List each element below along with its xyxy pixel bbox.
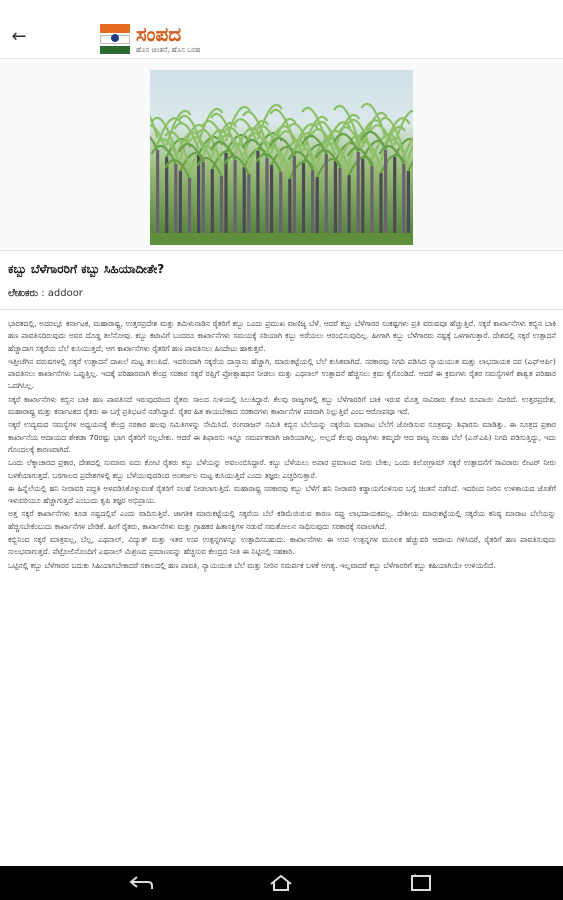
divider xyxy=(0,250,563,251)
system-nav-bar xyxy=(0,866,563,900)
author-label: ಲೇಖಕರು xyxy=(8,288,39,299)
article-paragraph: ಈ ಹಿನ್ನೆಲೆಯಲ್ಲಿ ಹನಿ ನೀರಾವರಿ ಪದ್ಧತಿ ಅಳವಡಿಸಿಕೊಳ್ಳುವಂತೆ ರೈತರಿಗೆ ಸಲಹೆ ನೀಡಲಾಗುತ್ತಿದೆ. ಮಹಾರಾಷ್ಟ್ರ ಸರಕಾರವು ಕಬ್ಬು ಬೆಳೆಗೆ ಹನಿ ನೀರಾವರಿ ಕಡ್ಡಾಯಗೊಳಿಸುವ ಬಗ್ಗೆ ಚಿಂತನೆ ನಡೆಸಿದೆ. ಇದರಿಂದ ನೀರಿನ ಉಳಿತಾಯದ ಜೊತೆಗೆ ಇಳುವರಿಯೂ ಹೆಚ್ಚಾಗುತ್ತದೆ ಎಂಬುದು ಕೃಷಿ ತಜ್ಞರ ಅಭಿಪ್ರಾಯ. xyxy=(8,483,556,506)
divider xyxy=(0,309,563,310)
article-title: ಕಬ್ಬು ಬೆಳೆಗಾರರಿಗೆ ಕಬ್ಬು ಸಿಹಿಯಾದೀತೇ? xyxy=(8,262,165,276)
sugarcane-illustration xyxy=(150,70,413,245)
author-name: : addoor xyxy=(41,288,83,299)
nav-home-icon[interactable] xyxy=(261,871,301,895)
article-paragraph: ಒಂದು ಲೆಕ್ಕಾಚಾರದ ಪ್ರಕಾರ, ದೇಶದಲ್ಲಿ ಸುಮಾರು ಐದು ಕೋಟಿ ರೈತರು ಕಬ್ಬು ಬೆಳೆಯನ್ನು ಅವಲಂಬಿಸಿದ್ದಾರೆ. ಕಬ್ಬು ಬೆಳೆಯಲು ಅಪಾರ ಪ್ರಮಾಣದ ನೀರು ಬೇಕು; ಒಂದು ಕಿಲೋಗ್ರಾಮ್ ಸಕ್ಕರೆ ಉತ್ಪಾದನೆಗೆ ಸಾವಿರಾರು ಲೀಟರ್ ನೀರು ಬಳಕೆಯಾಗುತ್ತದೆ. ಬರಗಾಲದ ಪ್ರದೇಶಗಳಲ್ಲಿ ಕಬ್ಬು ಬೆಳೆಯುವುದರಿಂದ ಅಂತರ್ಜಲ ಮಟ್ಟ ಕುಸಿಯುತ್ತಿದೆ ಎಂದು ತಜ್ಞರು ಎಚ್ಚರಿಸುತ್ತಾರೆ. xyxy=(8,458,556,480)
article-paragraph: ಒಟ್ಟಿನಲ್ಲಿ ಕಬ್ಬು ಬೆಳೆಗಾರರ ಬದುಕು ಸಿಹಿಯಾಗಬೇಕಾದರೆ ಸಕಾಲದಲ್ಲಿ ಹಣ ಪಾವತಿ, ನ್ಯಾಯಯುತ ಬೆಲೆ ಮತ್ತು ನೀರಿನ ಸಮರ್ಪಕ ಬಳಕೆ ಅಗತ್ಯ. ಇಲ್ಲವಾದರೆ ಕಬ್ಬು ಬೆಳೆಗಾರರಿಗೆ ಕಬ್ಬು ಕಹಿಯಾಗಿಯೇ ಉಳಿಯಲಿದೆ. xyxy=(8,560,496,570)
article-paragraph: ಇತ್ತೀಚೆಗಿನ ವರುಷಗಳಲ್ಲಿ ಸಕ್ಕರೆ ಉತ್ಪಾದನೆ ದಾಖಲೆ ಮಟ್ಟ ತಲುಪಿದೆ. ಇದರಿಂದಾಗಿ ಸಕ್ಕರೆಯ ದಾಸ್ತಾನು ಹೆಚ್ಚಾಗಿ, ಮಾರುಕಟ್ಟೆಯಲ್ಲಿ ಬೆಲೆ ಕುಸಿತವಾಗಿದೆ. ಸರಕಾರವು ನಿಗದಿ ಪಡಿಸಿದ ನ್ಯಾಯಯುತ ಮತ್ತು ಲಾಭದಾಯಕ ದರ (ಎಫ್ಆರ್ಪಿ) ಪಾವತಿಸಲು ಕಾರ್ಖಾನೆಗಳು ಒಪ್ಪುತ್ತಿಲ್ಲ. ಇದಕ್ಕೆ ಪರಿಹಾರವಾಗಿ ಕೇಂದ್ರ ಸರಕಾರ ಸಕ್ಕರೆ ರಫ್ತಿಗೆ ಪ್ರೋತ್ಸಾಹಧನ ನೀಡಲು ಮತ್ತು ಎಥನಾಲ್ ಉತ್ಪಾದನೆ ಹೆಚ್ಚಿಸಲು ಕ್ರಮ ಕೈಗೊಂಡಿದೆ. ಆದರೆ ಈ ಕ್ರಮಗಳು ರೈತರ ಸಮಸ್ಯೆಗಳಿಗೆ ಶಾಶ್ವತ ಪರಿಹಾರ ಒದಗಿಸಿಲ್ಲ. xyxy=(8,356,556,391)
nav-back-icon[interactable] xyxy=(121,871,161,895)
logo-title: ಸಂಪದ xyxy=(136,21,182,46)
article-hero-image xyxy=(150,70,413,245)
article-paragraph: ಅತ್ತ ಸಕ್ಕರೆ ಕಾರ್ಖಾನೆಗಳು ಕೂಡ ನಷ್ಟದಲ್ಲಿವೆ ಎಂದು ವಾದಿಸುತ್ತಿವೆ. ಜಾಗತಿಕ ಮಾರುಕಟ್ಟೆಯಲ್ಲಿ ಸಕ್ಕರೆಯ ಬೆಲೆ ಕಡಿಮೆಯಿರುವ ಕಾರಣ ರಫ್ತು ಲಾಭದಾಯಕವಲ್ಲ. ದೇಶೀಯ ಮಾರುಕಟ್ಟೆಯಲ್ಲಿ ಸಕ್ಕರೆಯ ಕನಿಷ್ಠ ಮಾರಾಟ ಬೆಲೆಯನ್ನು ಹೆಚ್ಚಿಸಬೇಕೆಂಬುದು ಕಾರ್ಖಾನೆಗಳ ಬೇಡಿಕೆ. ಹೀಗೆ ರೈತರು, ಕಾರ್ಖಾನೆಗಳು ಮತ್ತು ಗ್ರಾಹಕರ ಹಿತಾಸಕ್ತಿಗಳ ನಡುವೆ ಸಮತೋಲನ ಸಾಧಿಸುವುದು ಸರಕಾರಕ್ಕೆ ಸವಾಲಾಗಿದೆ. xyxy=(8,509,556,531)
app-header xyxy=(0,0,563,59)
logo-mark xyxy=(100,24,130,54)
arrow-left-icon[interactable]: ← xyxy=(11,26,27,47)
article-author xyxy=(8,288,548,299)
logo-tagline: ಹೊಸ ಚಿಂತನೆ, ಹೊಸ ಬರಹ xyxy=(136,45,201,54)
article-paragraph: ಕಬ್ಬಿನಿಂದ ಸಕ್ಕರೆ ಮಾತ್ರವಲ್ಲ, ಬೆಲ್ಲ, ಎಥನಾಲ್, ವಿದ್ಯುತ್ ಮತ್ತು ಇತರ ಉಪ ಉತ್ಪನ್ನಗಳನ್ನೂ ಉತ್ಪಾದಿಸಬಹುದು. ಕಾರ್ಖಾನೆಗಳು ಈ ಉಪ ಉತ್ಪನ್ನಗಳ ಮೂಲಕ ಹೆಚ್ಚುವರಿ ಆದಾಯ ಗಳಿಸಿದರೆ, ರೈತರಿಗೆ ಹಣ ಪಾವತಿಸುವುದು ಸುಲಭವಾಗುತ್ತದೆ. ಪೆಟ್ರೋಲಿನೊಂದಿಗೆ ಎಥನಾಲ್ ಮಿಶ್ರಣದ ಪ್ರಮಾಣವನ್ನು ಹೆಚ್ಚಿಸುವ ಕೇಂದ್ರದ ನೀತಿ ಈ ನಿಟ್ಟಿನಲ್ಲಿ ಸಹಕಾರಿ. xyxy=(8,535,556,557)
article-paragraph: ಸಕ್ಕರೆ ಕಾರ್ಖಾನೆಗಳು ಕಬ್ಬಿನ ಬಾಕಿ ಹಣ ಪಾವತಿಸದೆ ಇರುವುದರಿಂದ ರೈತರು ಸಾಲದ ಸುಳಿಯಲ್ಲಿ ಸಿಲುಕಿದ್ದಾರೆ. ಕೆಲವು ರಾಜ್ಯಗಳಲ್ಲಿ ಕಬ್ಬು ಬೆಳೆಗಾರರಿಗೆ ಬಾಕಿ ಇರುವ ಮೊತ್ತ ಸಾವಿರಾರು ಕೋಟಿ ರೂಪಾಯಿ ಮೀರಿದೆ. ಉತ್ತರಪ್ರದೇಶ, ಮಹಾರಾಷ್ಟ್ರ ಮತ್ತು ಕರ್ನಾಟಕದ ರೈತರು ಈ ಬಗ್ಗೆ ಪ್ರತಿಭಟನೆ ನಡೆಸಿದ್ದಾರೆ. ರೈತರ ಹಿತ ಕಾಯಬೇಕಾದ ಸರಕಾರಗಳು ಕಾರ್ಖಾನೆಗಳ ಪರವಾಗಿ ನಿಲ್ಲುತ್ತಿವೆ ಎಂಬ ಆರೋಪವೂ ಇದೆ. xyxy=(8,394,556,417)
nav-recents-icon[interactable] xyxy=(401,871,441,895)
article-body xyxy=(8,318,556,866)
app-logo xyxy=(100,20,201,58)
article-paragraph: ಭಾರತದಲ್ಲಿ, ಅದರಲ್ಲೂ ಕರ್ನಾಟಕ, ಮಹಾರಾಷ್ಟ್ರ, ಉತ್ತರಪ್ರದೇಶ ಮತ್ತು ತಮಿಳುನಾಡಿನ ರೈತರಿಗೆ ಕಬ್ಬು ಒಂದು ಪ್ರಮುಖ ವಾಣಿಜ್ಯ ಬೆಳೆ. ಆದರೆ ಕಬ್ಬು ಬೆಳೆಗಾರರ ಸಂಕಷ್ಟಗಳು ಪ್ರತಿ ವರುಷವೂ ಹೆಚ್ಚುತ್ತಿವೆ. ಸಕ್ಕರೆ ಕಾರ್ಖಾನೆಗಳು ಕಬ್ಬಿನ ಬಾಕಿ ಹಣ ಪಾವತಿಸದಿರುವುದು ಅವರ ದೊಡ್ಡ ತಲೆನೋವು. ಕಬ್ಬು ಕಟಾವಿಗೆ ಬಂದರೂ ಕಾರ್ಖಾನೆಗಳು ಸಮಯಕ್ಕೆ ಸರಿಯಾಗಿ ಕಬ್ಬು ಅರೆಯಲು ಆರಂಭಿಸುವುದಿಲ್ಲ. ಹೀಗಾಗಿ ಕಬ್ಬು ಬೆಳೆಗಾರರು ನಷ್ಟಕ್ಕೆ ಒಳಗಾಗುತ್ತಾರೆ. ದೇಶದಲ್ಲಿ ಸಕ್ಕರೆ ಉತ್ಪಾದನೆ ಹೆಚ್ಚಾದಾಗ ಸಕ್ಕರೆಯ ಬೆಲೆ ಕುಸಿಯುತ್ತದೆ; ಆಗ ಕಾರ್ಖಾನೆಗಳು ರೈತರಿಗೆ ಹಣ ಪಾವತಿಸಲು ಹಿಂದೇಟು ಹಾಕುತ್ತವೆ. xyxy=(8,319,556,353)
article-paragraph: ಸಕ್ಕರೆ ಉದ್ಯಮದ ಸಮಸ್ಯೆಗಳ ಅಧ್ಯಯನಕ್ಕೆ ಕೇಂದ್ರ ಸರಕಾರ ಹಲವು ಸಮಿತಿಗಳನ್ನು ನೇಮಿಸಿದೆ. ರಂಗರಾಜನ್ ಸಮಿತಿ ಕಬ್ಬಿನ ಬೆಲೆಯನ್ನು ಸಕ್ಕರೆಯ ಮಾರಾಟ ಬೆಲೆಗೆ ಜೋಡಿಸುವ ಸೂತ್ರವನ್ನು ಶಿಫಾರಸು ಮಾಡಿತ್ತು. ಈ ಸೂತ್ರದ ಪ್ರಕಾರ ಕಾರ್ಖಾನೆಯ ಆದಾಯದ ಶೇಕಡಾ 70ರಷ್ಟು ಭಾಗ ರೈತರಿಗೆ ಸಲ್ಲಬೇಕು. ಆದರೆ ಈ ಶಿಫಾರಸು ಇನ್ನೂ ಸಮರ್ಪಕವಾಗಿ ಜಾರಿಯಾಗಿಲ್ಲ. ಅಲ್ಲದೆ ಕೆಲವು ರಾಜ್ಯಗಳು ತಮ್ಮದೇ ಆದ ರಾಜ್ಯ ಸಲಹಾ ಬೆಲೆ (ಎಸ್ಎಪಿ) ನಿಗದಿ ಪಡಿಸುತ್ತಿದ್ದು, ಇದು ಗೊಂದಲಕ್ಕೆ ಕಾರಣವಾಗಿದೆ. xyxy=(8,420,556,454)
hero-image-container xyxy=(0,62,563,248)
